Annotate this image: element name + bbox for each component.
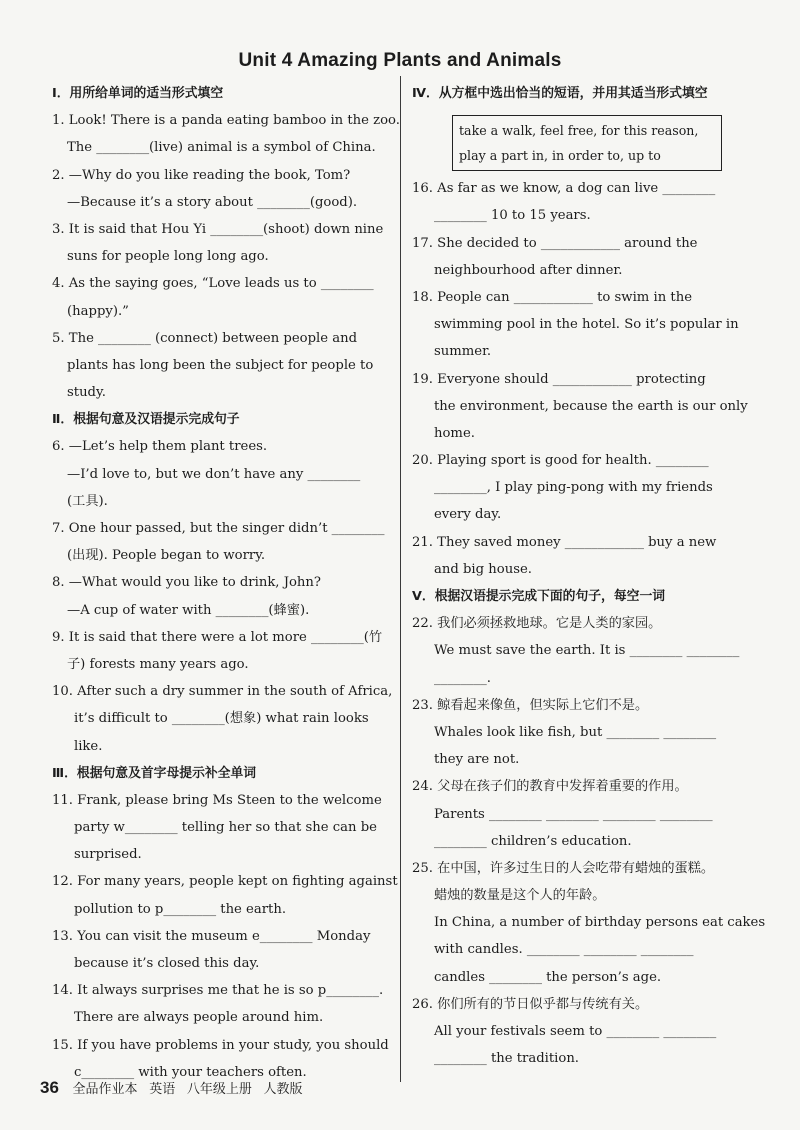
question-line: (happy).” (67, 303, 129, 319)
question-line: 18. People can ____________ to swim in the (412, 289, 692, 305)
question-line: 14. It always surprises me that he is so p________. (52, 983, 384, 999)
page-footer (40, 1078, 310, 1098)
right-column (412, 80, 766, 1072)
section-heading: Ⅱ．根据句意及汉语提示完成句子 (52, 412, 240, 428)
question-line: There are always people around him. (74, 1010, 324, 1026)
question-line: every day. (434, 507, 502, 523)
question-line: candles ________ the person’s age. (434, 969, 662, 985)
question-line: 4. As the saying goes, “Love leads us to ________ (52, 276, 374, 292)
question-line: ________, I play ping-pong with my friends (434, 480, 713, 496)
question-line: swimming pool in the hotel. So it’s popular in (434, 317, 739, 333)
question-line: it’s difficult to ________(想象) what rain looks (74, 711, 369, 727)
question-line: 21. They saved money ____________ buy a new (412, 534, 717, 550)
section-4-heading: Ⅳ．从方框中选出恰当的短语，并用其适当形式填空 (412, 86, 708, 101)
phrase-word-box (452, 115, 722, 171)
question-line: home. (434, 425, 475, 441)
question-line: 15. If you have problems in your study, you should (52, 1037, 389, 1053)
question-line: 11. Frank, please bring Ms Steen to the welcome (52, 792, 382, 808)
question-line: 22. 我们必须拯救地球。它是人类的家园。 (412, 616, 662, 632)
question-line: 2. —Why do you like reading the book, Tom? (52, 167, 351, 183)
question-line: 26. 你们所有的节日似乎都与传统有关。 (412, 996, 649, 1012)
question-line: All your festivals seem to ________ ________ (434, 1024, 717, 1039)
question-line: —Because it’s a story about ________(good). (67, 194, 358, 210)
question-line: 24. 父母在孩子们的教育中发挥着重要的作用。 (412, 779, 688, 795)
question-line: 蜡烛的数量是这个人的年龄。 (434, 888, 606, 904)
section-heading: Ⅲ．根据句意及首字母提示补全单词 (52, 765, 257, 781)
question-line: with candles. ________ ________ ________ (434, 942, 694, 958)
subject-name: 英语 (149, 1081, 176, 1096)
question-line: In China, a number of birthday persons eat cakes (434, 915, 766, 931)
question-line: 3. It is said that Hou Yi ________(shoot) down nine (52, 221, 384, 237)
left-column (52, 80, 400, 1086)
unit-title: Unit 4 Amazing Plants and Animals (238, 50, 562, 71)
question-line: like. (74, 738, 103, 754)
section-heading: Ⅴ．根据汉语提示完成下面的句子，每空一词 (412, 589, 666, 604)
question-line: suns for people long long ago. (67, 249, 269, 265)
question-line: study. (67, 385, 106, 401)
question-line: (出现). People began to worry. (67, 548, 266, 564)
question-line: party w________ telling her so that she can be (74, 820, 377, 836)
question-line: because it’s closed this day. (74, 956, 260, 971)
question-line: pollution to p________ the earth. (74, 901, 287, 917)
question-line: 17. She decided to ____________ around the (412, 235, 698, 251)
question-line: ________ 10 to 15 years. (434, 208, 591, 224)
question-line: the environment, because the earth is our only (434, 398, 748, 414)
question-line: 20. Playing sport is good for health. ________ (412, 453, 709, 469)
question-line: 16. As far as we know, a dog can live ________ (412, 181, 716, 197)
question-line: 6. —Let’s help them plant trees. (52, 439, 268, 455)
question-line: ________ children’s education. (434, 833, 632, 849)
question-line: plants has long been the subject for people to (67, 357, 374, 373)
question-line: c________ with your teachers often. (74, 1064, 307, 1080)
question-line: 9. It is said that there were a lot more ________(竹 (52, 629, 383, 645)
question-line: 子) forests many years ago. (67, 656, 249, 672)
question-line: We must save the earth. It is ________ ________ (434, 643, 740, 659)
question-line: The ________(live) animal is a symbol of China. (67, 140, 376, 156)
question-line: 19. Everyone should ____________ protecting (412, 371, 706, 387)
question-line: and big house. (434, 561, 532, 577)
word-box-line: play a part in, in order to, up to (459, 148, 661, 164)
section-heading: Ⅰ．用所给单词的适当形式填空 (52, 86, 224, 101)
question-line: —A cup of water with ________(蜂蜜). (67, 602, 310, 618)
question-line: 5. The ________ (connect) between people and (52, 330, 358, 346)
question-line: 7. One hour passed, but the singer didn’t ________ (52, 521, 385, 536)
column-divider (400, 76, 401, 1082)
question-line: (工具). (67, 493, 108, 509)
question-line: neighbourhood after dinner. (434, 262, 623, 278)
question-line: 10. After such a dry summer in the south of Africa, (52, 684, 393, 700)
edition-name: 人教版 (263, 1081, 303, 1096)
question-line: surprised. (74, 847, 142, 863)
question-line: summer. (434, 344, 492, 360)
question-line: 13. You can visit the museum e________ Monday (52, 928, 371, 944)
question-line: they are not. (434, 752, 520, 768)
page-number: 36 (40, 1078, 59, 1097)
question-line: Parents ________ ________ ________ ________ (434, 806, 713, 822)
book-name: 全品作业本 (72, 1081, 138, 1096)
grade-name: 八年级上册 (186, 1081, 252, 1096)
question-line: 1. Look! There is a panda eating bamboo in the zoo. (52, 113, 400, 129)
question-line: ________ the tradition. (434, 1051, 579, 1067)
question-line: 8. —What would you like to drink, John? (52, 575, 321, 591)
word-box-line: take a walk, feel free, for this reason, (459, 123, 699, 139)
question-line: 23. 鲸看起来像鱼，但实际上它们不是。 (412, 697, 649, 713)
question-line: 12. For many years, people kept on fighting against (52, 874, 398, 890)
question-line: Whales look like fish, but ________ ________ (434, 724, 717, 740)
question-line: ________. (434, 670, 491, 686)
question-line: —I’d love to, but we don’t have any ________ (67, 466, 361, 482)
right-question-list (412, 175, 766, 1072)
question-line: 25. 在中国，许多过生日的人会吃带有蜡烛的蛋糕。 (412, 860, 715, 876)
